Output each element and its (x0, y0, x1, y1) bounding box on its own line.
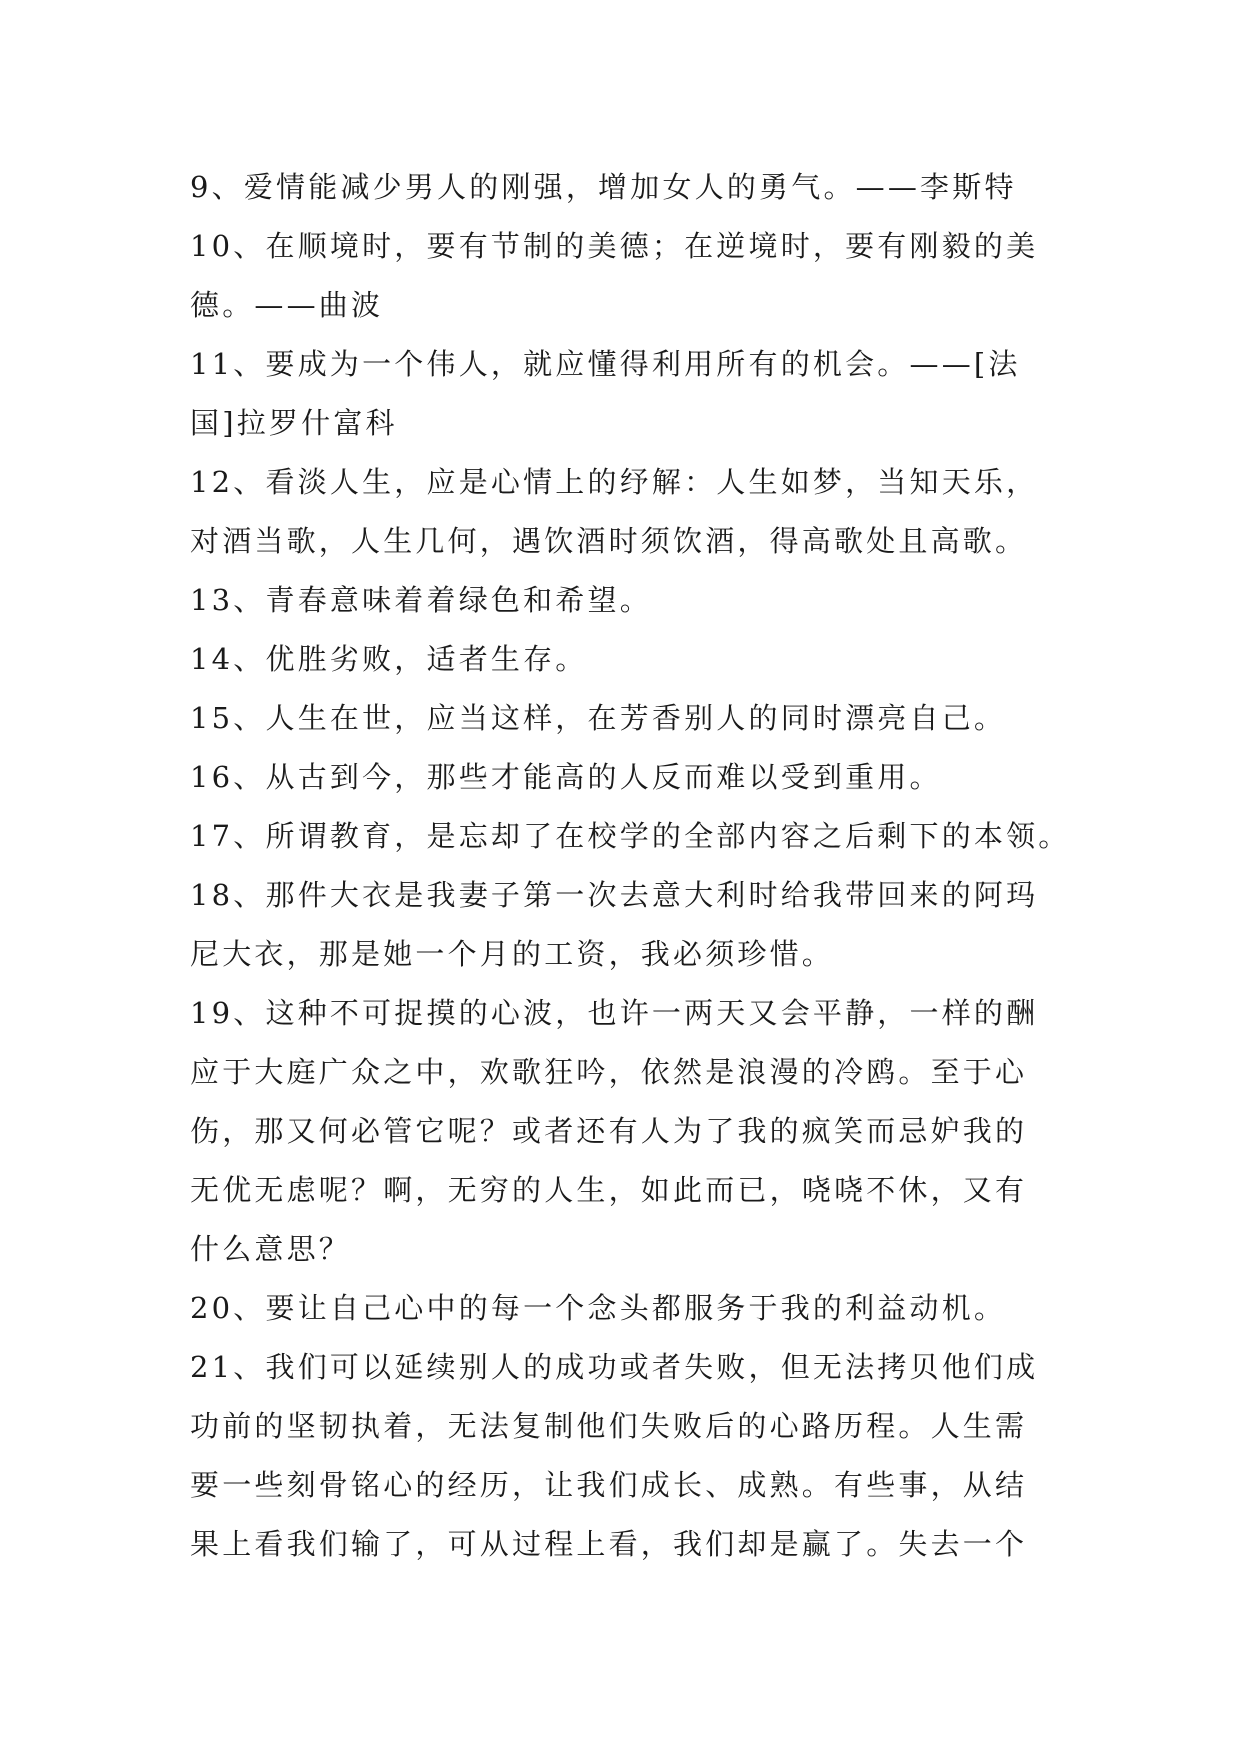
text-line: 尼大衣，那是她一个月的工资，我必须珍惜。 (190, 937, 835, 971)
text-line: 10、在顺境时，要有节制的美德；在逆境时，要有刚毅的美 (190, 229, 1039, 263)
document-body (190, 158, 1070, 1574)
text-line: 18、那件大衣是我妻子第一次去意大利时给我带回来的阿玛 (190, 878, 1039, 912)
text-line: 无优无虑呢？啊，无穷的人生，如此而已，哓哓不休，又有 (190, 1173, 1028, 1207)
text-line: 应于大庭广众之中，欢歌狂吟，依然是浪漫的冷鸥。至于心 (190, 1055, 1028, 1089)
text-line: 20、要让自己心中的每一个念头都服务于我的利益动机。 (190, 1291, 1007, 1325)
text-line: 17、所谓教育，是忘却了在校学的全部内容之后剩下的本领。 (190, 819, 1071, 853)
text-line: 15、人生在世，应当这样，在芳香别人的同时漂亮自己。 (190, 701, 1007, 735)
text-line: 11、要成为一个伟人，就应懂得利用所有的机会。——[法 (190, 347, 1021, 381)
text-line: 什么意思？ (190, 1232, 352, 1266)
text-line: 功前的坚韧执着，无法复制他们失败后的心路历程。人生需 (190, 1409, 1028, 1443)
text-line: 对酒当歌，人生几何，遇饮酒时须饮酒，得高歌处且高歌。 (190, 524, 1028, 558)
text-line: 21、我们可以延续别人的成功或者失败，但无法拷贝他们成 (190, 1350, 1039, 1384)
text-line: 14、优胜劣败，适者生存。 (190, 642, 588, 676)
text-line: 9、爱情能减少男人的刚强，增加女人的勇气。——李斯特 (190, 170, 1017, 204)
text-line: 伤，那又何必管它呢？或者还有人为了我的疯笑而忌妒我的 (190, 1114, 1028, 1148)
text-line: 果上看我们输了，可从过程上看，我们却是赢了。失去一个 (190, 1527, 1028, 1561)
text-line: 19、这种不可捉摸的心波，也许一两天又会平静，一样的酬 (190, 996, 1039, 1030)
text-line: 要一些刻骨铭心的经历，让我们成长、成熟。有些事，从结 (190, 1468, 1028, 1502)
text-line: 德。——曲波 (190, 288, 384, 322)
text-line: 16、从古到今，那些才能高的人反而难以受到重用。 (190, 760, 942, 794)
text-line: 国]拉罗什富科 (190, 406, 398, 440)
text-line: 12、看淡人生，应是心情上的纾解：人生如梦，当知天乐， (190, 465, 1039, 499)
text-line: 13、青春意味着着绿色和希望。 (190, 583, 652, 617)
